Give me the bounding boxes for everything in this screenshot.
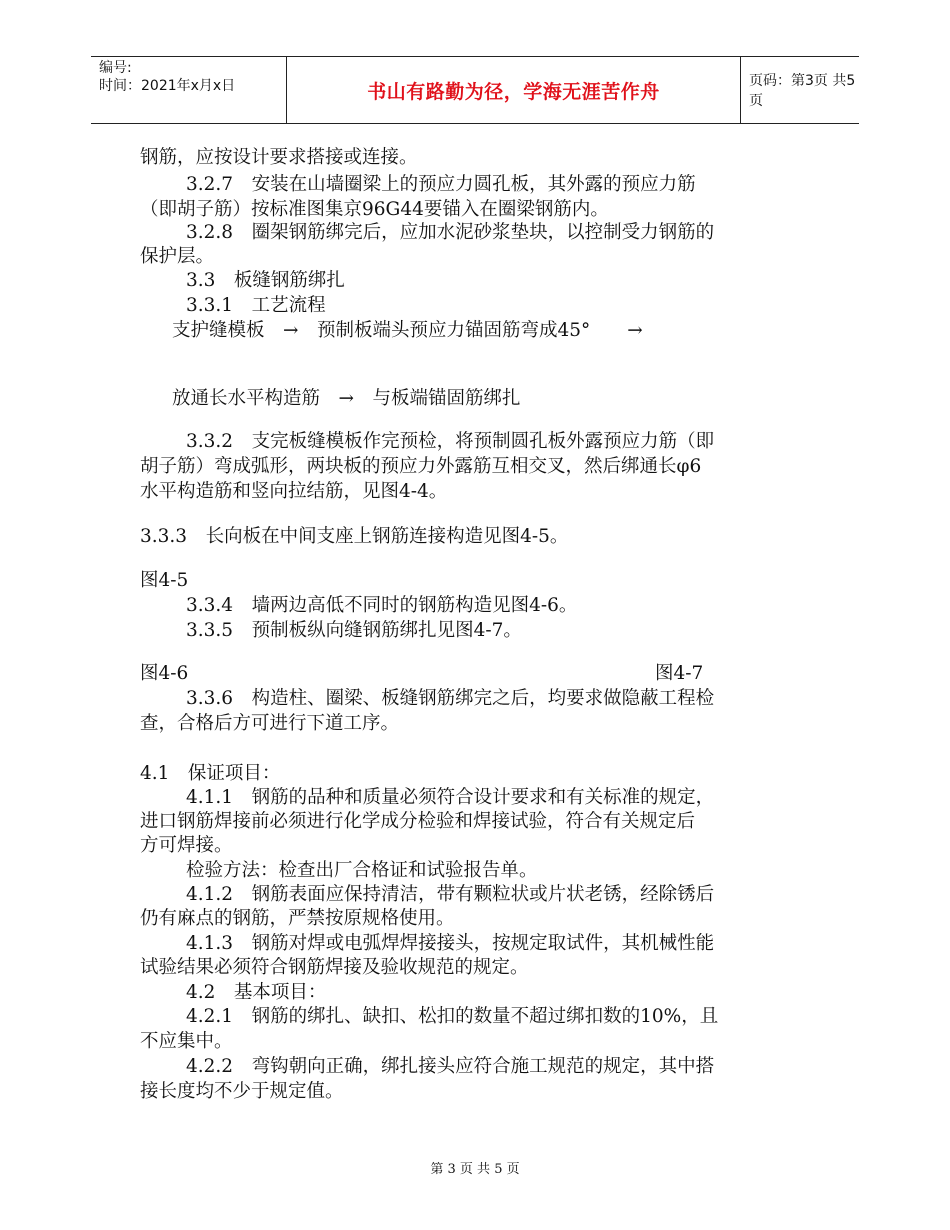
body-line: 接长度均不少于规定值。 <box>140 1081 344 1102</box>
header-motto-cell <box>286 57 741 123</box>
body-line: 3.3.5 预制板纵向缝钢筋绑扎见图4-7。 <box>186 620 522 641</box>
body-line: 放通长水平构造筋 → 与板端锚固筋绑扎 <box>172 388 521 409</box>
body-line: 3.2.7 安装在山墙圈梁上的预应力圆孔板，其外露的预应力筋 <box>186 174 696 195</box>
body-line: 3.3.4 墙两边高低不同时的钢筋构造见图4-6。 <box>186 595 578 616</box>
header-motto: 书山有路勤为径，学海无涯苦作舟 <box>367 80 660 103</box>
body-line: 检验方法：检查出厂合格证和试验报告单。 <box>186 860 538 881</box>
body-line: 3.2.8 圈架钢筋绑完后，应加水泥砂浆垫块，以控制受力钢筋的 <box>186 222 715 243</box>
body-line: 不应集中。 <box>140 1031 233 1052</box>
section-heading: 4.2 基本项目： <box>186 982 327 1003</box>
header-page-cell <box>739 57 859 123</box>
body-line: 试验结果必须符合钢筋焊接及验收规范的规定。 <box>140 957 529 978</box>
header-page-info: 页码：第3页 共5页 <box>749 73 856 109</box>
body-line: 4.1.1 钢筋的品种和质量必须符合设计要求和有关标准的规定， <box>186 787 715 808</box>
body-line: 钢筋，应按设计要求搭接或连接。 <box>140 147 418 168</box>
figure-label: 图4-7 <box>655 663 704 684</box>
body-line: 查，合格后方可进行下道工序。 <box>140 713 400 734</box>
number-label: 编号: <box>99 60 132 76</box>
body-line: 4.1.2 钢筋表面应保持清洁，带有颗粒状或片状老锈，经除锈后 <box>186 884 715 905</box>
body-line: 4.2.2 弯钩朝向正确，绑扎接头应符合施工规范的规定，其中搭 <box>186 1056 715 1077</box>
body-line: 进口钢筋焊接前必须进行化学成分检验和焊接试验，符合有关规定后 <box>140 811 696 832</box>
document-header <box>91 56 859 124</box>
body-line: 水平构造筋和竖向拉结筋，见图4-4。 <box>140 481 448 502</box>
body-line: 保护层。 <box>140 246 215 267</box>
page-footer: 第 3 页 共 5 页 <box>430 1162 520 1177</box>
figure-label: 图4-5 <box>140 570 189 591</box>
body-line: 3.3.3 长向板在中间支座上钢筋连接构造见图4-5。 <box>140 526 569 547</box>
body-line: 3.3.6 构造柱、圈梁、板缝钢筋绑完之后，均要求做隐蔽工程检 <box>186 688 715 709</box>
body-line: 3.3.1 工艺流程 <box>186 295 326 316</box>
body-line: 方可焊接。 <box>140 835 233 856</box>
body-line: 支护缝模板 → 预制板端头预应力锚固筋弯成45° → <box>172 320 643 341</box>
body-line: 仍有麻点的钢筋，严禁按原规格使用。 <box>140 908 455 929</box>
header-meta <box>91 57 287 123</box>
figure-label: 图4-6 <box>140 663 189 684</box>
time-label: 时间：2021年x月x日 <box>99 78 236 94</box>
body-line: 4.2.1 钢筋的绑扎、缺扣、松扣的数量不超过绑扣数的10%，且 <box>186 1006 719 1027</box>
body-line: 4.1.3 钢筋对焊或电弧焊焊接接头，按规定取试件，其机械性能 <box>186 933 715 954</box>
body-line: 3.3 板缝钢筋绑扎 <box>186 270 345 291</box>
section-heading: 4.1 保证项目： <box>140 763 281 784</box>
body-line: 3.3.2 支完板缝模板作完预检，将预制圆孔板外露预应力筋（即 <box>186 431 715 452</box>
body-line: 胡子筋）弯成弧形，两块板的预应力外露筋互相交叉，然后绑通长φ6 <box>140 456 702 477</box>
body-line: （即胡子筋）按标准图集京96G44要锚入在圈梁钢筋内。 <box>140 199 609 220</box>
